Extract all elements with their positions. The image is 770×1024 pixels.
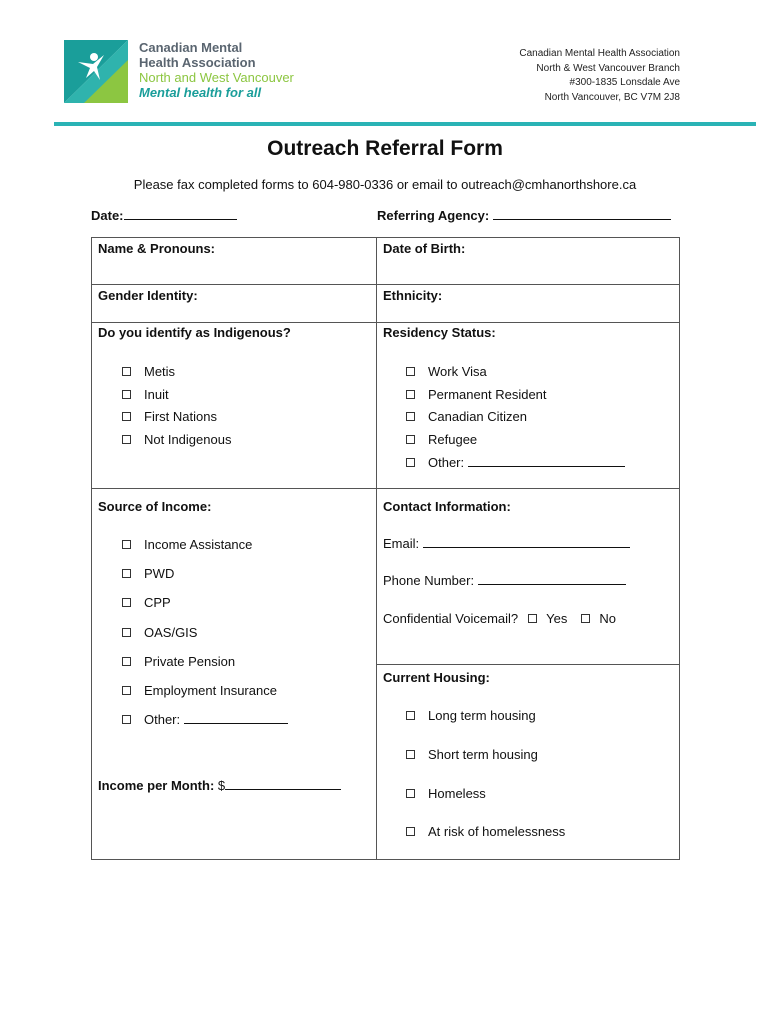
income-per-month-blank[interactable] [225,778,341,790]
date-blank[interactable] [124,208,237,220]
housing-option-long-term[interactable]: Long term housing [406,708,536,723]
checkbox[interactable] [406,789,415,798]
gender-identity-label: Gender Identity: [98,288,198,303]
org-name-line: Canadian Mental [139,40,243,55]
income-per-month-field[interactable] [98,778,341,793]
checkbox[interactable] [406,367,415,376]
organization-name [139,40,294,100]
checkbox[interactable] [122,657,131,666]
indigenous-option-inuit[interactable]: Inuit [122,387,169,402]
row-divider [92,488,679,489]
address-line: #300-1835 Lonsdale Ave [569,77,680,88]
checkbox[interactable] [406,711,415,720]
email-field[interactable] [383,536,630,551]
column-divider [376,238,377,859]
branch-address [519,47,680,105]
residency-option-refugee[interactable]: Refugee [406,432,477,447]
date-field[interactable] [91,208,237,223]
ethnicity-label: Ethnicity: [383,288,443,303]
referral-form-table [91,237,680,860]
current-housing-label: Current Housing: [383,670,490,685]
income-option-income-assistance[interactable]: Income Assistance [122,537,252,552]
checkbox[interactable] [406,390,415,399]
indigenous-label: Do you identify as Indigenous? [98,325,291,340]
currency-symbol: $ [217,778,226,793]
voicemail-yes-label: Yes [546,611,568,626]
residency-option-canadian-citizen[interactable]: Canadian Citizen [406,409,527,424]
address-line: Canadian Mental Health Association [519,48,680,59]
page-title: Outreach Referral Form [267,137,503,160]
contact-information-label: Contact Information: [383,499,511,514]
checkbox[interactable] [406,750,415,759]
org-tagline: Mental health for all [139,85,262,100]
referring-agency-label: Referring Agency: [377,208,490,223]
checkbox[interactable] [122,390,131,399]
income-option-other[interactable]: Other: [122,712,288,727]
voicemail-yes-checkbox[interactable] [528,614,537,623]
indigenous-option-metis[interactable]: Metis [122,364,175,379]
row-divider [92,284,679,285]
checkbox[interactable] [406,458,415,467]
income-option-cpp[interactable]: CPP [122,595,171,610]
header-divider [54,122,756,126]
cmha-logo-icon [64,40,128,103]
checkbox[interactable] [122,435,131,444]
checkbox[interactable] [406,827,415,836]
email-blank[interactable] [423,536,630,548]
income-per-month-label: Income per Month: [98,778,215,793]
checkbox[interactable] [122,367,131,376]
income-option-oas-gis[interactable]: OAS/GIS [122,625,197,640]
income-option-employment-insurance[interactable]: Employment Insurance [122,683,277,698]
name-pronouns-label: Name & Pronouns: [98,241,216,256]
email-label: Email: [383,536,420,551]
org-name-line: Health Association [139,55,256,70]
address-line: North Vancouver, BC V7M 2J8 [544,91,680,103]
referring-agency-field[interactable] [377,208,671,223]
housing-option-homeless[interactable]: Homeless [406,786,486,801]
checkbox[interactable] [122,628,131,637]
date-of-birth-label: Date of Birth: [383,241,466,256]
referring-agency-blank[interactable] [493,208,671,220]
housing-option-at-risk[interactable]: At risk of homelessness [406,824,565,839]
checkbox[interactable] [406,435,415,444]
phone-number-blank[interactable] [478,573,626,585]
org-branch-line: North and West Vancouver [139,70,294,85]
residency-other-blank[interactable] [468,455,625,467]
phone-number-label: Phone Number: [383,573,475,588]
voicemail-no-checkbox[interactable] [581,614,590,623]
checkbox[interactable] [122,540,131,549]
income-option-pwd[interactable]: PWD [122,566,174,581]
row-divider [92,322,679,323]
checkbox[interactable] [122,412,131,421]
residency-status-label: Residency Status: [383,325,496,340]
confidential-voicemail-field [383,611,616,626]
indigenous-option-not-indigenous[interactable]: Not Indigenous [122,432,231,447]
phone-number-field[interactable] [383,573,626,588]
row-divider [376,664,679,665]
income-option-private-pension[interactable]: Private Pension [122,654,235,669]
checkbox[interactable] [122,598,131,607]
voicemail-no-label: No [599,611,616,626]
checkbox[interactable] [122,715,131,724]
income-other-blank[interactable] [184,712,288,724]
residency-option-permanent-resident[interactable]: Permanent Resident [406,387,547,402]
checkbox[interactable] [122,686,131,695]
checkbox[interactable] [406,412,415,421]
checkbox[interactable] [122,569,131,578]
voicemail-label: Confidential Voicemail? [383,611,519,626]
address-line: North & West Vancouver Branch [536,62,680,74]
residency-option-work-visa[interactable]: Work Visa [406,364,487,379]
residency-option-other[interactable]: Other: [406,455,625,470]
housing-option-short-term[interactable]: Short term housing [406,747,538,762]
date-label: Date: [91,208,124,223]
source-of-income-label: Source of Income: [98,499,212,514]
instructions-text: Please fax completed forms to 604-980-0336 or email to outreach@cmhanorthshore.ca [133,177,637,192]
indigenous-option-first-nations[interactable]: First Nations [122,409,217,424]
